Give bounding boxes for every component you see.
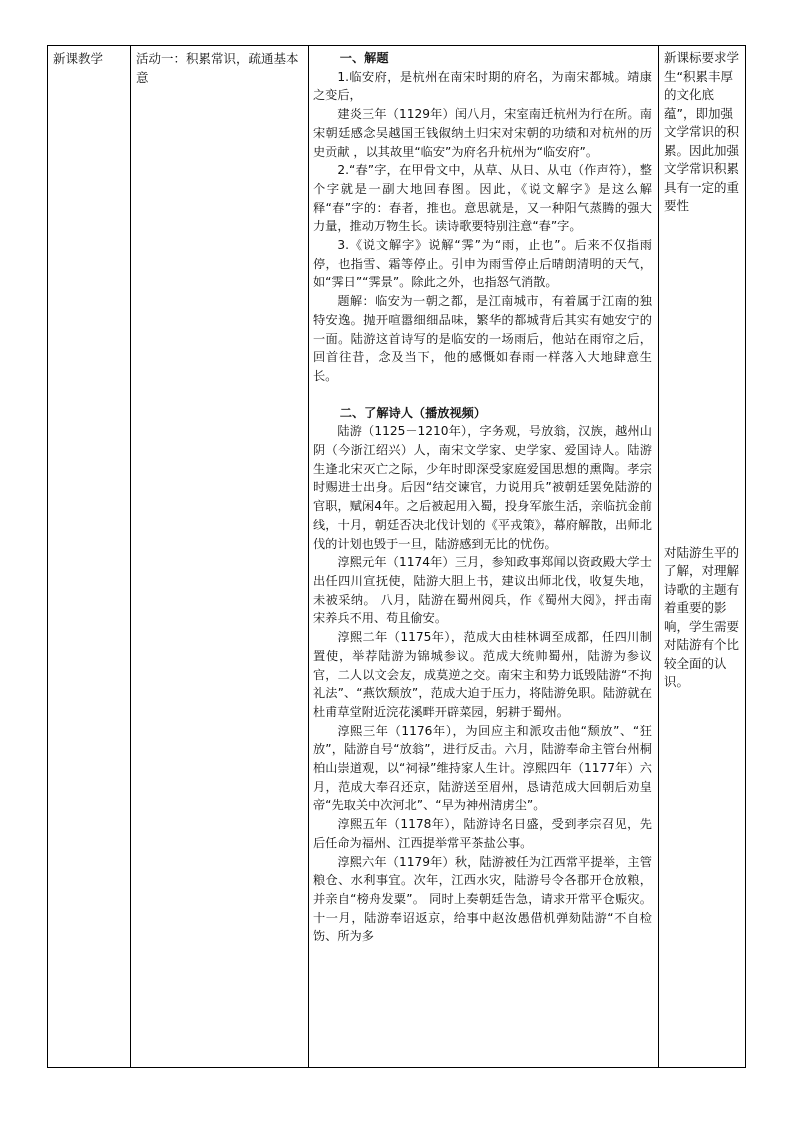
activity-label: 活动一：积累常识，疏通基本意 (135, 51, 299, 85)
spacer (313, 386, 652, 404)
section-title-2: 二、了解诗人（播放视频） (339, 405, 487, 420)
paragraph: 2.“春”字，在甲骨文中，从草、从日、从屯（作声符），整个字就是一副大地回春图。因此，《说文解字》是这么解释“春”字的：春者，推也。意思就是，又一种阳气蒸腾的强大力量，推动万物生长。读诗歌要特别注意“春”字。 (312, 163, 652, 234)
stage-label: 新课教学 (53, 51, 104, 66)
paragraph: 淳熙五年（1178年），陆游诗名日盛，受到孝宗召见，先后任命为福州、江西提举常平茶盐公事。 (312, 817, 652, 850)
paragraph: 建炎三年（1129年）闰八月，宋室南迁杭州为行在所。南宋朝廷感念吴越国王钱俶纳土归宋对宋朝的功绩和对杭州的历史贡献 ，以其故里“临安”为府名升杭州为“临安府”。 (312, 107, 652, 159)
content-cell (308, 46, 658, 1068)
paragraph: 1.临安府，是杭州在南宋时期的府名，为南宋都城。靖康之变后， (312, 69, 652, 103)
paragraph: 3.《说文解字》说解“霁”为“雨，止也”。后来不仅指雨停，也指雪、霜等停止。引申为雨雪停止后晴朗清明的天气，如“霁日”“霁景”。除此之外，也指怒气消散。 (312, 238, 652, 290)
paragraph: 陆游（1125－1210年），字务观，号放翁，汉族，越州山阴（今浙江绍兴）人，南宋文学家、史学家、爱国诗人。陆游生逢北宋灭亡之际，少年时即深受家庭爱国思想的熏陶。孝宗时赐进士出身。后因“结交谏官，力说用兵”被朝廷罢免陆游的官职，赋闲4年。之后被起用入蜀，投身军旅生活，亲临抗金前线，十月，朝廷否决北伐计划的《平戎策》，幕府解散，出师北伐的计划也毁于一旦，陆游感到无比的忧伤。 (312, 424, 652, 551)
paragraph: 淳熙六年（1179年）秋，陆游被任为江西常平提举，主管粮仓、水利事宜。次年，江西水灾，陆游号令各郡开仓放粮，并亲自“榜舟发粟”。 同时上奏朝廷告急，请求开常平仓赈灾。十一月，陆游奉诏返京，给事中赵汝愚借机弹劾陆游“不自检饬、所为多 (312, 854, 652, 944)
stage-cell (48, 46, 131, 1068)
lesson-plan-table (47, 45, 746, 1068)
paragraph: 淳熙三年（1176年），为回应主和派攻击他“颓放”、“狂放”，陆游自号“放翁”，进行反击。六月，陆游奉命主管台州桐柏山崇道观，以“祠禄”维持家人生计。淳熙四年（1177年）六月，范成大奉召还京，陆游送至眉州，恳请范成大回朝后劝皇帝“先取关中次河北”、“早为神州清虏尘”。 (312, 723, 652, 813)
activity-cell (130, 46, 308, 1068)
design-note-2: 对陆游生平的了解，对理解诗歌的主题有着重要的影响，学生需要对陆游有个比较全面的认识。 (663, 544, 739, 689)
notes-cell (658, 46, 745, 1068)
paragraph: 题解：临安为一朝之都，是江南城市，有着属于江南的独特安逸。抛开喧嚣细细品味，繁华的都城背后其实有她安宁的一面。陆游这首诗写的是临安的一场雨后，他站在雨帘之后，回首往昔，念及当下，他的感慨如春雨一样落入大地肆意生长。 (312, 294, 652, 383)
lesson-content (309, 46, 658, 1067)
paragraph: 淳熙元年（1174年）三月，参知政事郑闻以资政殿大学士出任四川宣抚使，陆游大胆上书，建议出师北伐，收复失地，未被采纳。 八月，陆游在蜀州阅兵，作《蜀州大阅》，抨击南宋养兵不用、苟且偷安。 (312, 555, 652, 626)
design-note-1: 新课标要求学生“积累丰厚的文化底蕴”，即加强文学常识的积累。因此加强文学常识积累具有一定的重要性 (663, 50, 739, 213)
section-title-1: 一、解题 (339, 51, 389, 65)
paragraph: 淳熙二年（1175年），范成大由桂林调至成都，任四川制置使，举荐陆游为锦城参议。范成大统帅蜀州，陆游为参议官，二人以文会友，成莫逆之交。南宋主和势力诋毁陆游“不拘礼法”、“燕饮颓放”，范成大迫于压力，将陆游免职。陆游就在杜甫草堂附近浣花溪畔开辟菜园，躬耕于蜀州。 (312, 630, 652, 719)
table-row (48, 46, 746, 1068)
